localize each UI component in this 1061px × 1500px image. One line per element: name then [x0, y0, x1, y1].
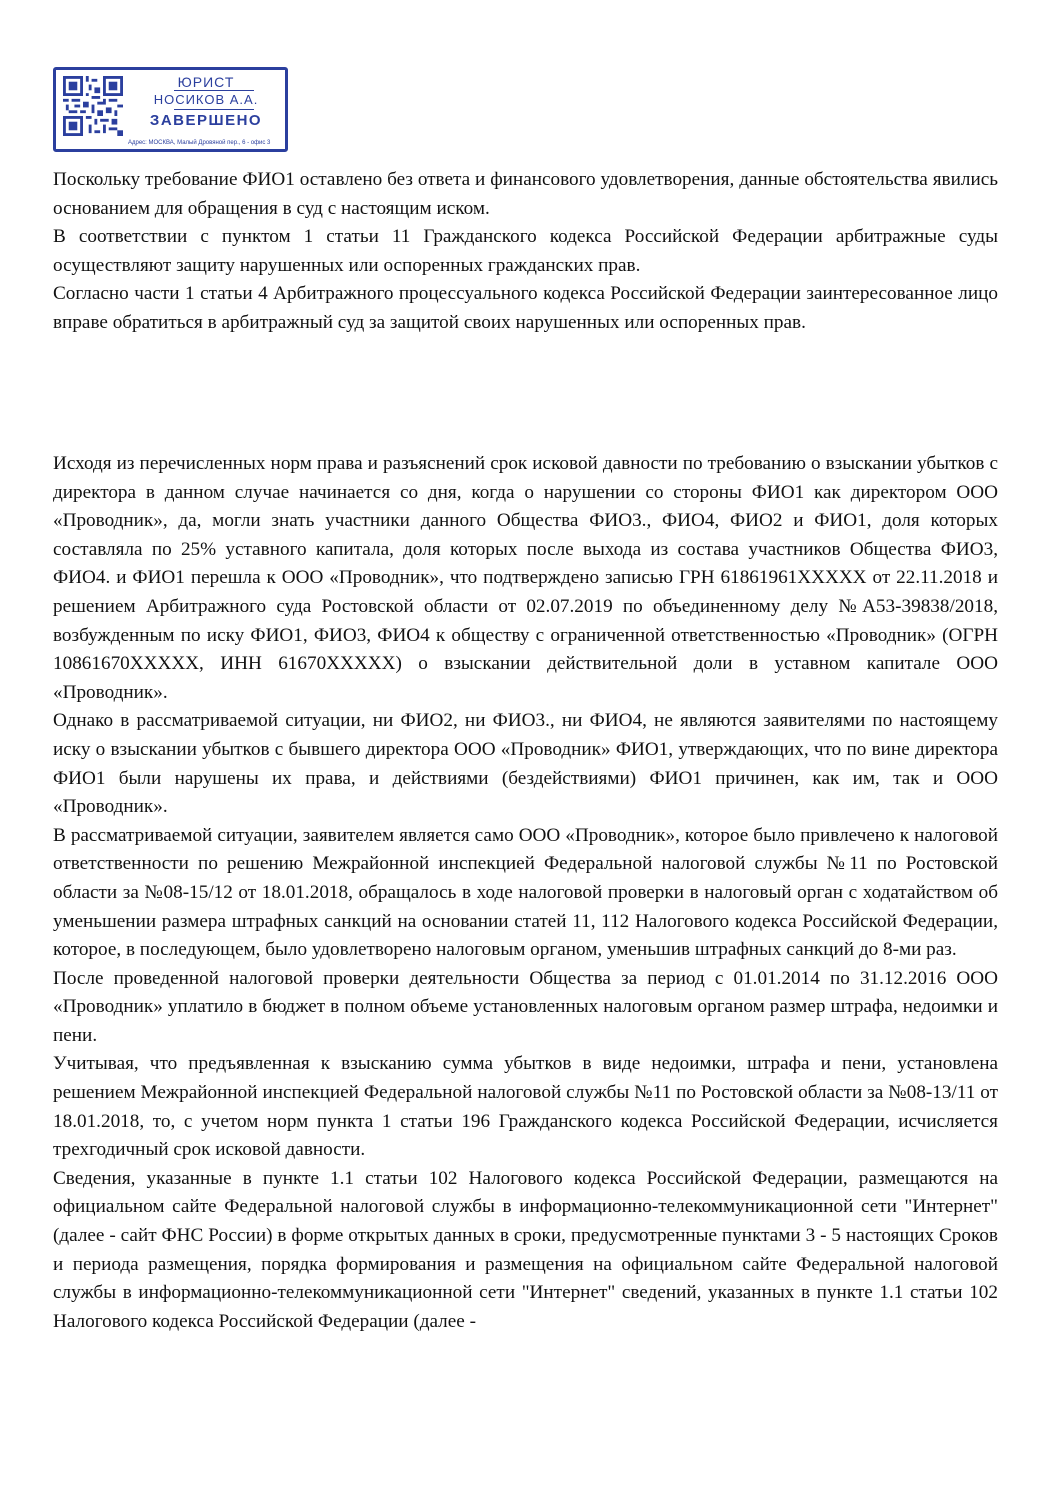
paragraph: Исходя из перечисленных норм права и разъяснений срок исковой давности по требованию о взыскании убытков с директора в данном случае начинается со дня, когда о нарушении со стороны ФИО1 как директором ООО «Проводник», да, могли знать участники данного Общества ФИО3., ФИО4, ФИО2 и ФИО1, доля которых составляла по 25% уставного капитала, доля которых после выхода из состава участников Общества ФИО3, ФИО4. и ФИО1 перешла к ООО «Проводник», что подтверждено записью ГРН 61861961XXXXX от 22.11.2018 и решением Арбитражного суда Ростовской области от 02.07.2019 по объединенному делу №А53-39838/2018, возбужденным по иску ФИО1, ФИО3, ФИО4 к обществу с ограниченной ответственностью «Проводник» (ОГРН 10861670XXXXX, ИНН 61670XXXXX) о взыскании действительной доли в уставном капитале ООО «Проводник». [53, 453, 998, 703]
paragraph: Согласно части 1 статьи 4 Арбитражного процессуального кодекса Российской Федерации заинтересованное лицо вправе обратиться в арбитражный суд за защитой своих нарушенных или оспоренных прав. [53, 283, 998, 333]
stamp-address: Адрес: МОСКВА, Малый Дровяной пер., 6 - офис 3 [128, 140, 271, 146]
stamp-name: НОСИКОВ А.А. [153, 92, 259, 107]
paragraph: Учитывая, что предъявленная к взысканию сумма убытков в виде недоимки, штрафа и пени, установлена решением Межрайонной инспекцией Федеральной налоговой службы №11 по Ростовской области за №08-13/11 от 18.01.2018, то, с учетом норм пункта 1 статьи 196 Гражданского кодекса Российской Федерации, исчисляется трехгодичный срок исковой давности. [53, 1053, 998, 1161]
paragraph: Сведения, указанные в пункте 1.1 статьи 102 Налогового кодекса Российской Федерации, размещаются на официальном сайте Федеральной налоговой службы в информационно-телекоммуникационной сети "Интернет" (далее - сайт ФНС России) в форме открытых данных в сроки, предусмотренные пунктами 3 - 5 настоящих Сроков и периода размещения, порядка формирования и размещения на официальном сайте Федеральной налоговой службы в информационно-телекоммуникационной сети "Интернет" сведений, указанных в пункте 1.1 статьи 102 Налогового кодекса Российской Федерации (далее - [53, 1167, 998, 1332]
paragraph: Однако в рассматриваемой ситуации, ни ФИО2, ни ФИО3., ни ФИО4, не являются заявителями по настоящему иску о взыскании убытков с бывшего директора ООО «Проводник» ФИО1, утверждающих, что по вине директора ФИО1 были нарушены их права, и действиями (бездействиями) ФИО1 причинен, как им, так и ООО «Проводник». [53, 710, 998, 818]
paragraph: После проведенной налоговой проверки деятельности Общества за период с 01.01.2014 по 31.12.2016 ООО «Проводник» уплатило в бюджет в полном объеме установленных налоговым органом размер штрафа, недоимки и пени. [53, 967, 998, 1046]
paragraph: В рассматриваемой ситуации, заявителем является само ООО «Проводник», которое было привлечено к налоговой ответственности по решению Межрайонной инспекцией Федеральной налоговой службы №11 по Ростовской области за №08-15/12 от 18.01.2018, обращалось в ходе налоговой проверки в налоговый орган с ходатайством об уменьшении размера штрафных санкций на основании статей 11, 112 Налогового кодекса Российской Федерации, которое, в последующем, было удовлетворено налоговым органом, уменьшив штрафных санкций до 8-ми раз. [53, 824, 998, 961]
stamp-status: ЗАВЕРШЕНО [149, 112, 263, 129]
bottom-text-block [53, 450, 998, 1336]
stamp-divider [174, 90, 254, 91]
paragraph: В соответствии с пунктом 1 статьи 11 Гражданского кодекса Российской Федерации арбитражные суды осуществляют защиту нарушенных или оспоренных гражданских прав. [53, 226, 998, 276]
qr-code-icon [63, 76, 123, 136]
stamp-divider [174, 109, 254, 110]
paragraph: Поскольку требование ФИО1 оставлено без ответа и финансового удовлетворения, данные обстоятельства явились основанием для обращения в суд с настоящим иском. [53, 169, 998, 219]
stamp-title: ЮРИСТ [177, 74, 235, 90]
top-text-block [53, 166, 998, 338]
lawyer-stamp [53, 67, 288, 152]
